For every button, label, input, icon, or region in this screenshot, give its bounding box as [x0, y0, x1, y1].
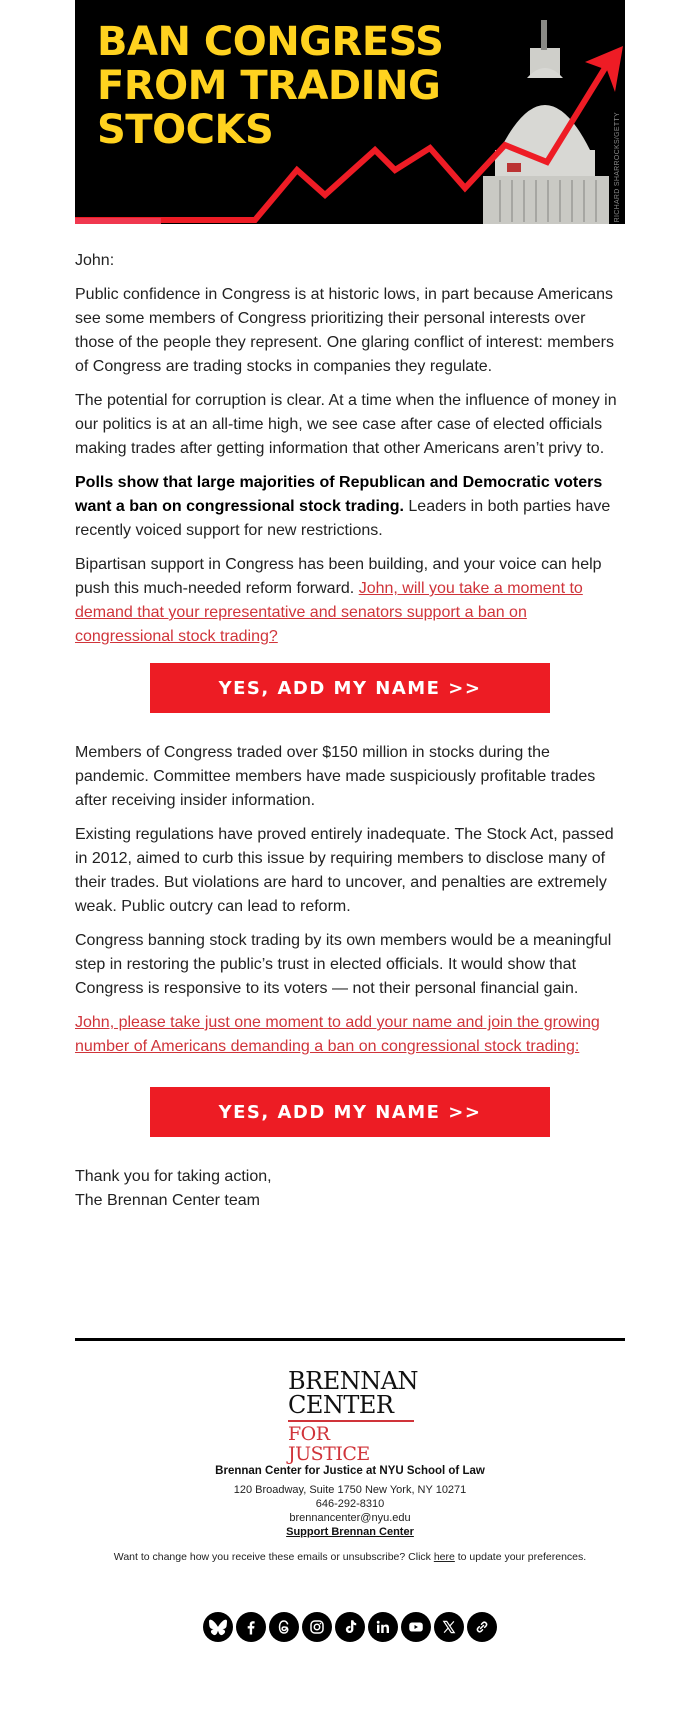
- paragraph-3-bold: Polls show that large majorities of Republican and Democratic voters want a ban on congressional stock trading.: [75, 474, 603, 515]
- headline-line-1: BAN CONGRESS: [97, 19, 444, 65]
- facebook-icon[interactable]: [236, 1612, 266, 1642]
- logo-rule: [288, 1420, 414, 1422]
- footer-email: brennancenter@nyu.edu: [289, 1512, 411, 1524]
- linkedin-icon[interactable]: [368, 1612, 398, 1642]
- brennan-center-logo[interactable]: [288, 1367, 419, 1465]
- greeting: John:: [75, 252, 115, 269]
- support-link[interactable]: Support Brennan Center: [286, 1526, 414, 1538]
- demand-ban-link[interactable]: John, will you take a moment to demand that your representative and senators support a ban on congressional stock trading?: [75, 580, 583, 645]
- paragraph-7: Congress banning stock trading by its own members would be a meaningful step in restoring the public’s trust in elected officials. It would show that Congress is responsive to its voters — not their personal financial gain.: [75, 932, 612, 997]
- logo-line-3: FOR JUSTICE: [288, 1423, 370, 1465]
- logo-line-2: CENTER: [288, 1391, 394, 1419]
- headline-line-2: FROM TRADING: [97, 63, 441, 109]
- social-icons: [203, 1612, 497, 1642]
- add-my-name-button[interactable]: YES, ADD MY NAME >>: [150, 663, 550, 713]
- footer-address: 120 Broadway, Suite 1750 New York, NY 10271: [233, 1484, 467, 1496]
- instagram-icon[interactable]: [302, 1612, 332, 1642]
- tiktok-icon[interactable]: [335, 1612, 365, 1642]
- link-icon[interactable]: [467, 1612, 497, 1642]
- prefs-before: Want to change how you receive these emails or unsubscribe? Click: [113, 1551, 434, 1563]
- add-my-name-button-2[interactable]: YES, ADD MY NAME >>: [150, 1087, 550, 1137]
- footer-phone: 646-292-8310: [315, 1498, 385, 1510]
- add-name-link[interactable]: John, please take just one moment to add your name and join the growing number of Americans demanding a ban on congressional stock trading:: [75, 1014, 600, 1055]
- x-icon[interactable]: [434, 1612, 464, 1642]
- youtube-icon[interactable]: [401, 1612, 431, 1642]
- cta-row-2: [75, 1087, 625, 1137]
- preferences-text: [75, 1551, 625, 1563]
- bluesky-icon[interactable]: [203, 1612, 233, 1642]
- logo-line-1: BRENNAN: [288, 1367, 419, 1395]
- cta-row-1: [75, 663, 625, 713]
- photo-credit: RICHARD SHARROCKS/GETTY: [614, 111, 621, 222]
- accent-stripe: [75, 218, 161, 224]
- headline-line-3: STOCKS: [97, 107, 274, 153]
- footer: [75, 1465, 625, 1563]
- footer-divider: [75, 1338, 625, 1341]
- signoff-line-2: The Brennan Center team: [75, 1192, 260, 1209]
- email-content: [75, 0, 625, 1213]
- preferences-link[interactable]: here: [433, 1551, 455, 1563]
- paragraph-3: [75, 471, 625, 543]
- paragraph-3-rest: Leaders in both parties have recently voiced support for new restrictions.: [75, 498, 611, 539]
- paragraph-2: The potential for corruption is clear. At a time when the influence of money in our politics is at an all-time high, we see case after case of elected officials making trades after getting information that other Americans aren’t privy to.: [75, 392, 617, 457]
- paragraph-4: [75, 553, 625, 649]
- email-body: [75, 224, 625, 1213]
- paragraph-1: Public confidence in Congress is at historic lows, in part because Americans see some members of Congress prioritizing their personal interests over those of the people they represent. One glaring conflict of interest: members of Congress are trading stocks in companies they regulate.: [75, 286, 614, 375]
- banner-headline: [97, 20, 443, 152]
- paragraph-4-text: Bipartisan support in Congress has been building, and your voice can help push this much-needed reform forward.: [75, 556, 602, 597]
- paragraph-5: Members of Congress traded over $150 million in stocks during the pandemic. Committee members have made suspiciously profitable trades after receiving insider information.: [75, 744, 596, 809]
- prefs-after: to update your preferences.: [454, 1551, 587, 1563]
- footer-org: Brennan Center for Justice at NYU School of Law: [215, 1465, 485, 1477]
- hero-banner[interactable]: [75, 0, 625, 224]
- signoff-line-1: Thank you for taking action,: [75, 1168, 272, 1185]
- threads-icon[interactable]: [269, 1612, 299, 1642]
- paragraph-8: [75, 1011, 625, 1059]
- paragraph-6: Existing regulations have proved entirely inadequate. The Stock Act, passed in 2012, aimed to curb this issue by requiring members to disclose many of their trades. But violations are hard to uncover, and penalties are extremely weak. Public outcry can lead to reform.: [75, 826, 614, 915]
